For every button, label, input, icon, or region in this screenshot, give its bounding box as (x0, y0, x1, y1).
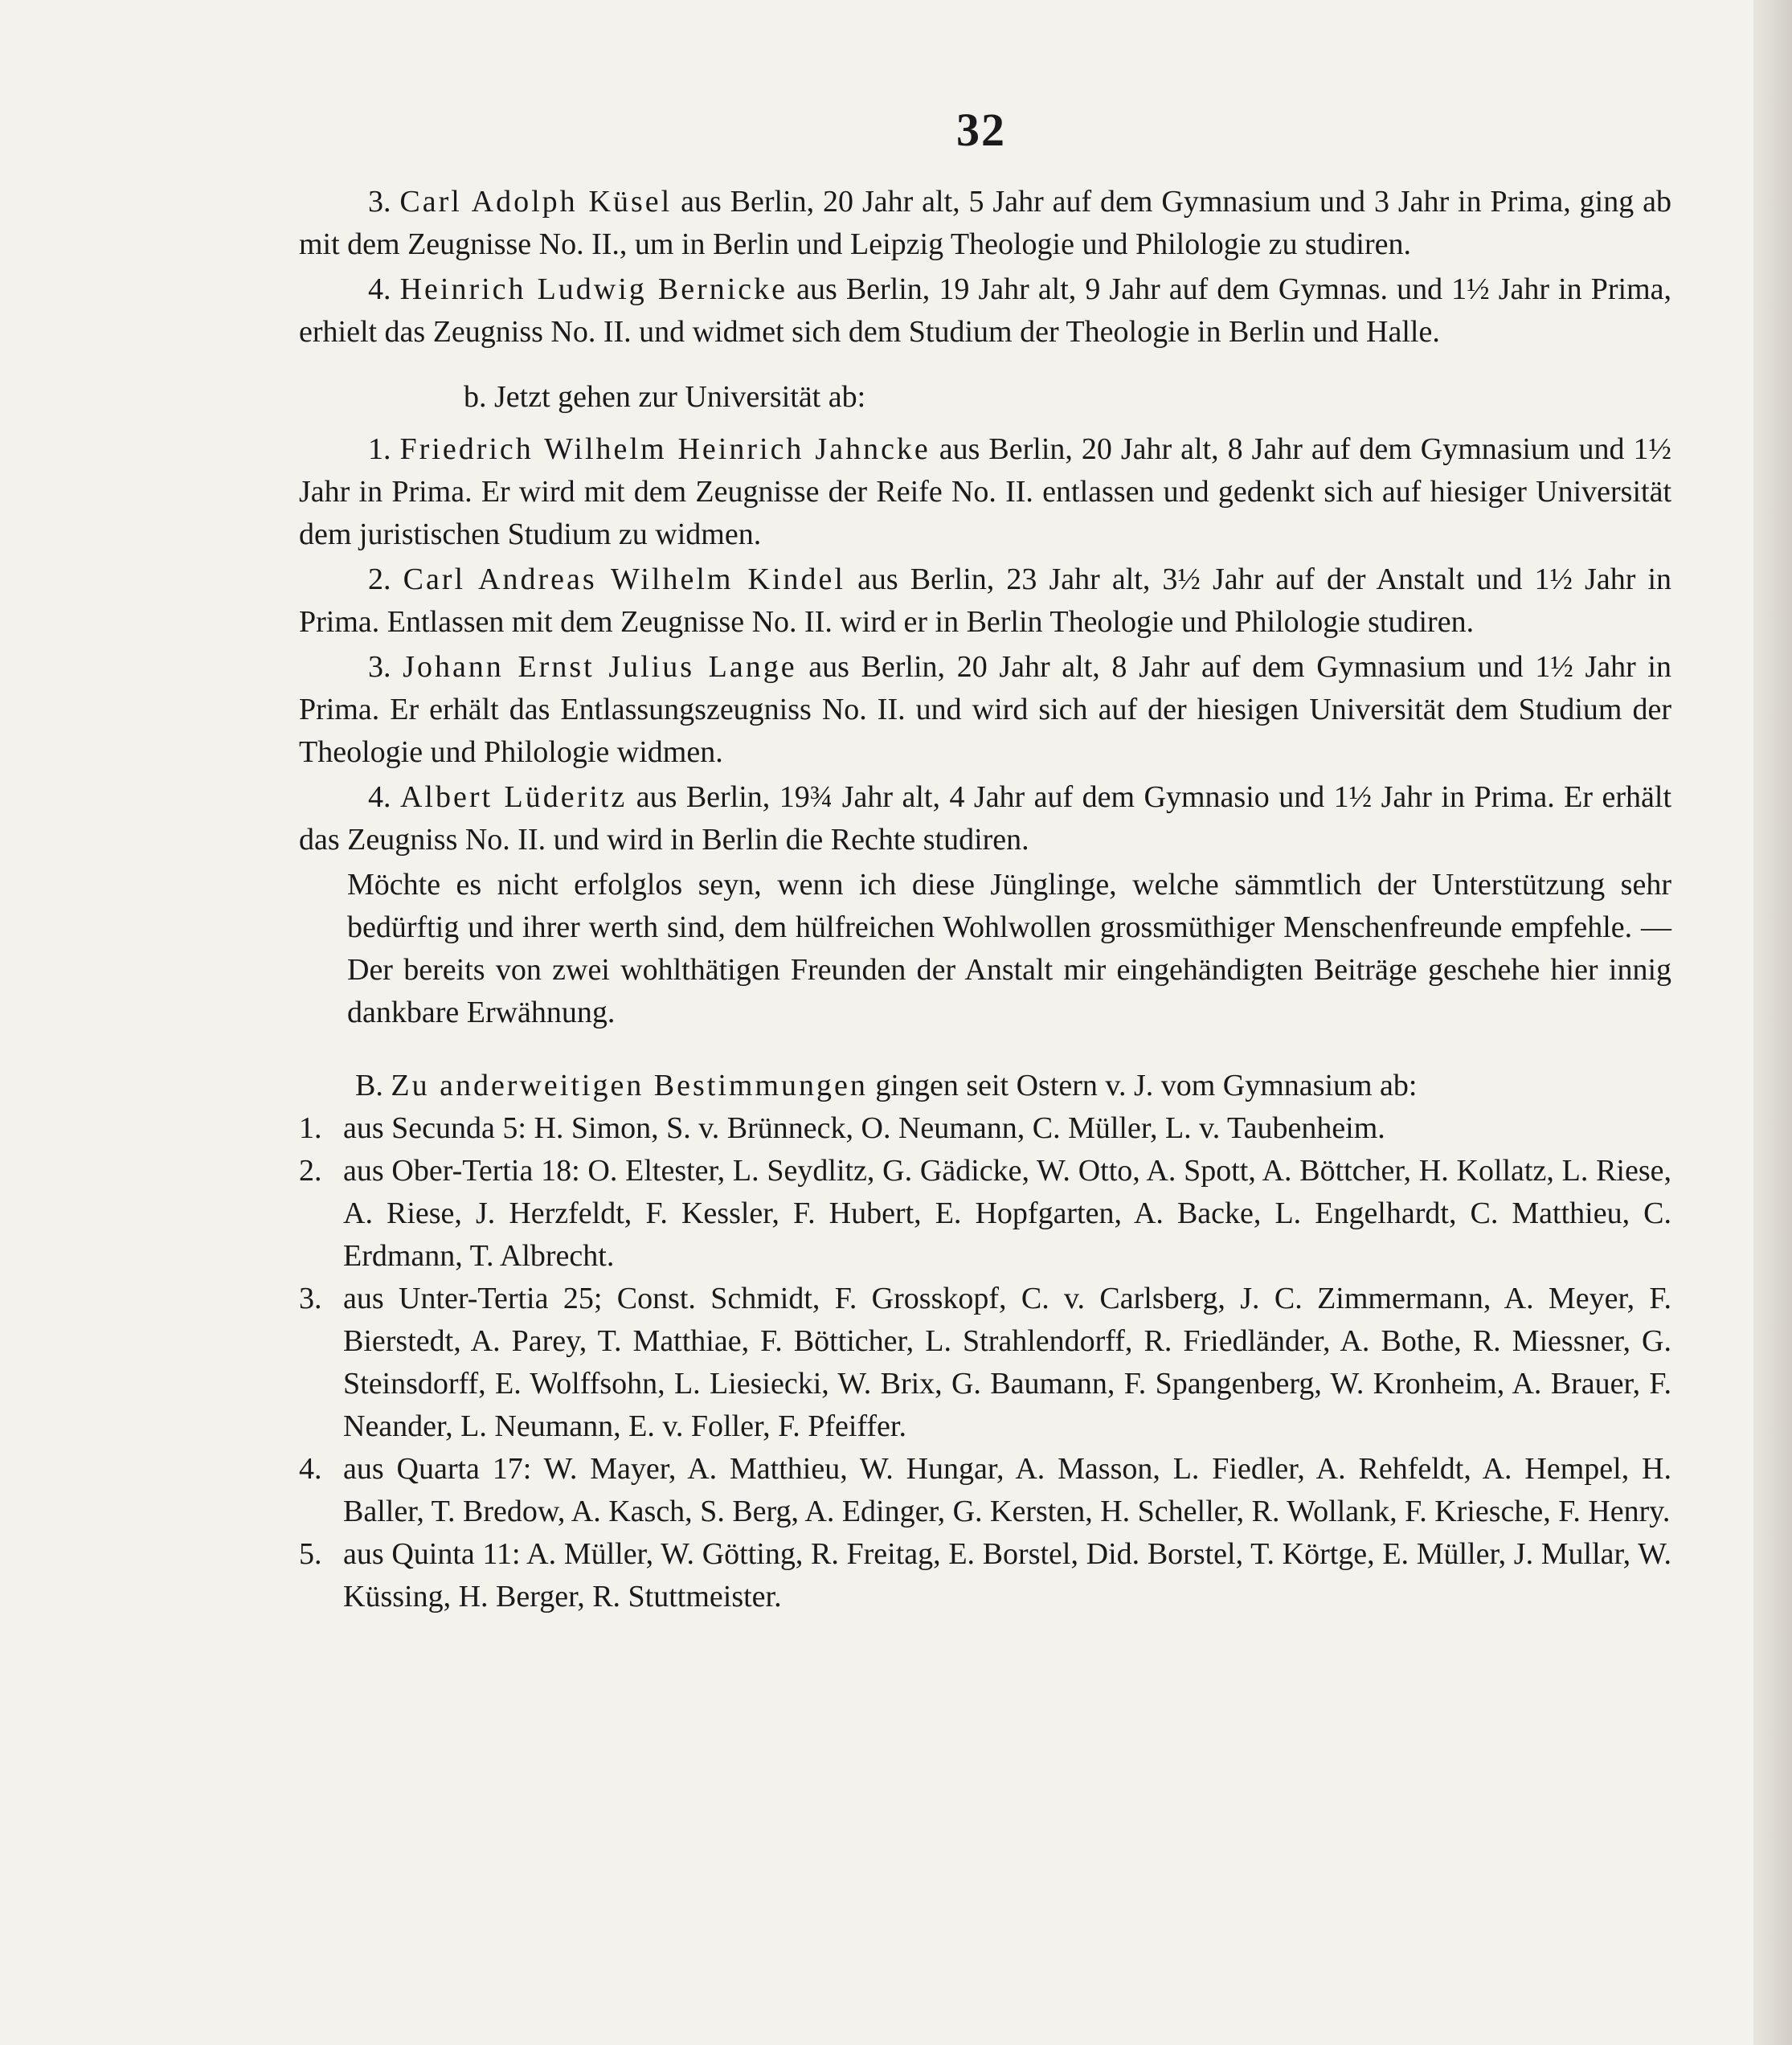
entry-text: aus Berlin, 20 Jahr alt, 8 Jahr auf dem Gymnasium und 1½ Jahr in Prima. Er wird mit dem Zeugnisse der Reife No. II. entlassen und gedenkt sich auf hiesiger Universität dem juristischen Studium zu widmen. (299, 432, 1671, 551)
list-prefix: aus (343, 1111, 392, 1145)
grade-name: Secunda (391, 1111, 495, 1145)
student-names: H. Simon, S. v. Brünneck, O. Neumann, C. Müller, L. v. Taubenheim. (534, 1111, 1385, 1145)
student-name: Carl Adolph Küsel (399, 185, 673, 219)
grade-count: 5: (494, 1111, 534, 1145)
student-name: Carl Andreas Wilhelm Kindel (403, 562, 845, 596)
list-number: 4. (299, 1452, 322, 1486)
list-item-quarta (299, 1448, 1671, 1533)
entry-number: 4. (368, 780, 391, 814)
subheading-university: b. Jetzt gehen zur Universität ab: (464, 380, 866, 414)
student-name: Friedrich Wilhelm Heinrich Jahncke (399, 432, 931, 466)
entry-bernicke (299, 268, 1671, 354)
entry-text: aus Berlin, 20 Jahr alt, 5 Jahr auf dem Gymnasium und 3 Jahr in Prima, ging ab mit dem Zeugnisse No. II., um in Berlin und Leipzig Theologie und Philologie zu studiren. (299, 185, 1672, 261)
list-prefix: aus (343, 1452, 397, 1486)
section-letter: B. (355, 1069, 383, 1102)
entry-kindel (299, 558, 1671, 644)
student-name: Albert Lüderitz (399, 780, 628, 814)
section-b-heading (299, 1065, 1671, 1107)
entry-number: 3. (368, 650, 391, 684)
list-number: 5. (299, 1537, 322, 1571)
page-number: 32 (956, 104, 1006, 156)
grade-name: Unter-Tertia (399, 1282, 549, 1315)
closing-paragraph: Möchte es nicht erfolglos seyn, wenn ich diese Jünglinge, welche sämmtlich der Unterstützung sehr bedürftig und ihrer werth sind, dem hülfreichen Wohlwollen grossmüthiger Menschenfreunde empfehle. — Der bereits von zwei wohlthätigen Freunden der Anstalt mir eingehändigten Beiträge geschehe hier innig dankbare Erwähnung. (347, 868, 1671, 1029)
entry-number: 3. (368, 185, 391, 219)
section-title: Zu anderweitigen Bestimmungen (391, 1069, 868, 1102)
student-names: A. Müller, W. Götting, R. Freitag, E. Borstel, Did. Borstel, T. Körtge, E. Müller, J. Mullar, W. Küssing, H. Berger, R. Stuttmeister. (343, 1537, 1672, 1614)
grade-name: Ober-Tertia (391, 1154, 534, 1188)
list-item-secunda (299, 1107, 1671, 1150)
grade-name: Quarta (396, 1452, 480, 1486)
entry-lange (299, 646, 1671, 774)
grade-name: Quinta (391, 1537, 475, 1571)
list-item-unter-tertia (299, 1278, 1671, 1448)
entry-number: 4. (368, 272, 391, 306)
entry-text: aus Berlin, 20 Jahr alt, 8 Jahr auf dem Gymnasium und 1½ Jahr in Prima. Er erhält das Entlassungszeugniss No. II. und wird sich auf der hiesigen Universität dem Studium der Theologie und Philologie widmen. (299, 650, 1671, 769)
grade-count: 11: (474, 1537, 527, 1571)
list-item-quinta (299, 1533, 1671, 1618)
student-name: Johann Ernst Julius Lange (403, 650, 797, 684)
section-title-rest: gingen seit Ostern v. J. vom Gymnasium ab: (867, 1069, 1418, 1102)
list-number: 2. (299, 1154, 322, 1188)
student-names: O. Eltester, L. Seydlitz, G. Gädicke, W. Otto, A. Spott, A. Böttcher, H. Kollatz, L. Riese, A. Riese, J. Herzfeldt, F. Kessler, F. Hubert, E. Hopfgarten, A. Backe, L. Engelhardt, C. Matthieu, C. Erdmann, T. Albrecht. (343, 1154, 1672, 1273)
entry-text: aus Berlin, 19 Jahr alt, 9 Jahr auf dem Gymnas. und 1½ Jahr in Prima, erhielt das Zeugniss No. II. und widmet sich dem Studium der Theologie in Berlin und Halle. (299, 272, 1672, 349)
list-prefix: aus (343, 1537, 392, 1571)
list-prefix: aus (343, 1154, 392, 1188)
entry-text: aus Berlin, 19¾ Jahr alt, 4 Jahr auf dem Gymnasio und 1½ Jahr in Prima. Er erhält das Zeugniss No. II. und wird in Berlin die Rechte studiren. (299, 780, 1671, 857)
list-number: 3. (299, 1282, 322, 1315)
list-item-ober-tertia (299, 1150, 1671, 1278)
grade-count: 25; (548, 1282, 617, 1315)
student-names: W. Mayer, A. Matthieu, W. Hungar, A. Masson, L. Fiedler, A. Rehfeldt, A. Hempel, H. Baller, T. Bredow, A. Kasch, S. Berg, A. Edinger, G. Kersten, H. Scheller, R. Wollank, F. Kriesche, F. Henry. (343, 1452, 1672, 1528)
list-number: 1. (299, 1111, 322, 1145)
entry-luederitz (299, 776, 1671, 861)
entry-number: 1. (368, 432, 391, 466)
list-prefix: aus (343, 1282, 399, 1315)
student-names: Const. Schmidt, F. Grosskopf, C. v. Carlsberg, J. C. Zimmermann, A. Meyer, F. Bierstedt, A. Parey, T. Matthiae, F. Bötticher, L. Strahlendorff, R. Friedländer, A. Bothe, R. Miessner, G. Steinsdorff, E. Wolffsohn, L. Liesiecki, W. Brix, G. Baumann, F. Spangenberg, W. Kronheim, A. Brauer, F. Neander, L. Neumann, E. v. Foller, F. Pfeiffer. (343, 1282, 1672, 1443)
page-gutter-shadow (1753, 0, 1792, 2045)
body-text (299, 181, 1671, 1618)
student-name: Heinrich Ludwig Bernicke (399, 272, 788, 306)
grade-count: 18: (533, 1154, 588, 1188)
grade-count: 17: (479, 1452, 544, 1486)
entry-kuesel (299, 181, 1671, 266)
entry-jahncke (299, 428, 1671, 556)
entry-text: aus Berlin, 23 Jahr alt, 3½ Jahr auf der Anstalt und 1½ Jahr in Prima. Entlassen mit dem Zeugnisse No. II. wird er in Berlin Theologie und Philologie studiren. (299, 562, 1672, 639)
entry-number: 2. (368, 562, 391, 596)
